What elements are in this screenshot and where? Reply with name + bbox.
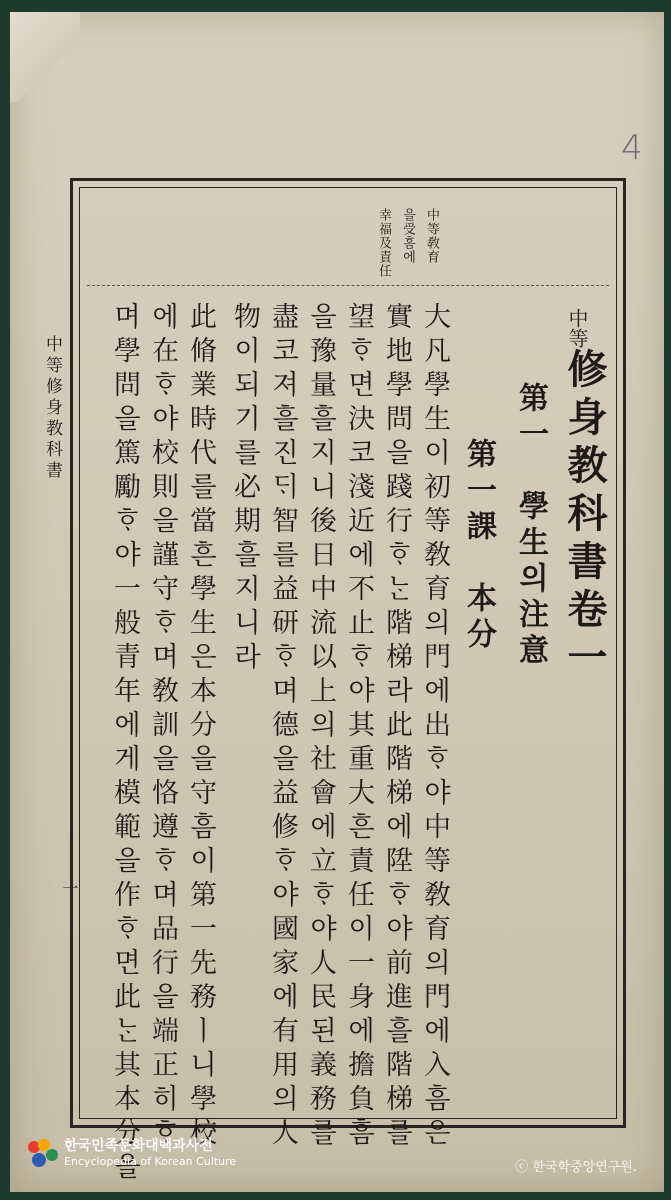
margin-page-number: 一 (60, 880, 79, 896)
logo-english-name: Encyclopedia of Korean Culture (64, 1155, 237, 1168)
body-line: 며學問을篤勵ᄒᆞ야一般青年에게模範을作ᄒᆞ면此ᄂᆞᆫ其本分을 (109, 302, 140, 1186)
page-number-mark: 4 (612, 128, 652, 168)
series-label: 中等 (565, 308, 589, 348)
margin-book-title: 中等修身教科書 (42, 335, 62, 482)
body-line: 望ᄒᆞ면決코淺近에不止ᄒᆞ야其重大흔責任이一身에擔負흠 (343, 302, 374, 1152)
body-line: 物이되기를必期흘지니라 (229, 302, 260, 676)
head-note-line: 을受흠에 (400, 208, 415, 264)
logo-icon (28, 1139, 58, 1169)
body-line: 此脩業時代를當흔學生은本分을守흠이第一先務ㅣ니學校 (185, 302, 216, 1152)
logo-text (64, 1138, 236, 1170)
body-line: 盡코져흘진ᄃᆡ智를益研ᄒᆞ며德을益修ᄒᆞ야國家에有用의人 (267, 302, 298, 1152)
chapter-heading: 第一 學生의注意 (513, 382, 548, 670)
encyclopedia-logo[interactable] (28, 1138, 236, 1170)
head-note-line: 中等敎育 (424, 208, 439, 264)
body-line: 實地學問을踐行ᄒᆞᄂᆞᆫ階梯라此階梯에陞ᄒᆞ야前進흘階梯를 (381, 302, 412, 1152)
torn-corner (10, 12, 80, 102)
lesson-heading: 第一課 本分 (461, 438, 496, 654)
body-line: 大凡學生이初等敎育의門에出ᄒᆞ야中等敎育의門에入흠은 (419, 302, 450, 1152)
logo-korean-name: 한국민족문화대백과사전 (64, 1138, 213, 1154)
head-note-divider (87, 285, 609, 286)
body-line: 에在ᄒᆞ야校則을謹守ᄒᆞ며敎訓을恪遵ᄒᆞ며品行을端正히ᄒᆞ (147, 302, 178, 1152)
book-title: 修身教科書卷一 (561, 348, 608, 684)
body-line: 을豫量흘지니後日中流以上의社會에立ᄒᆞ야人民된義務를 (305, 302, 336, 1152)
copyright-notice: ⓒ 한국학중앙연구원. (515, 1160, 637, 1175)
head-note-line: 幸福及責任 (376, 208, 391, 278)
